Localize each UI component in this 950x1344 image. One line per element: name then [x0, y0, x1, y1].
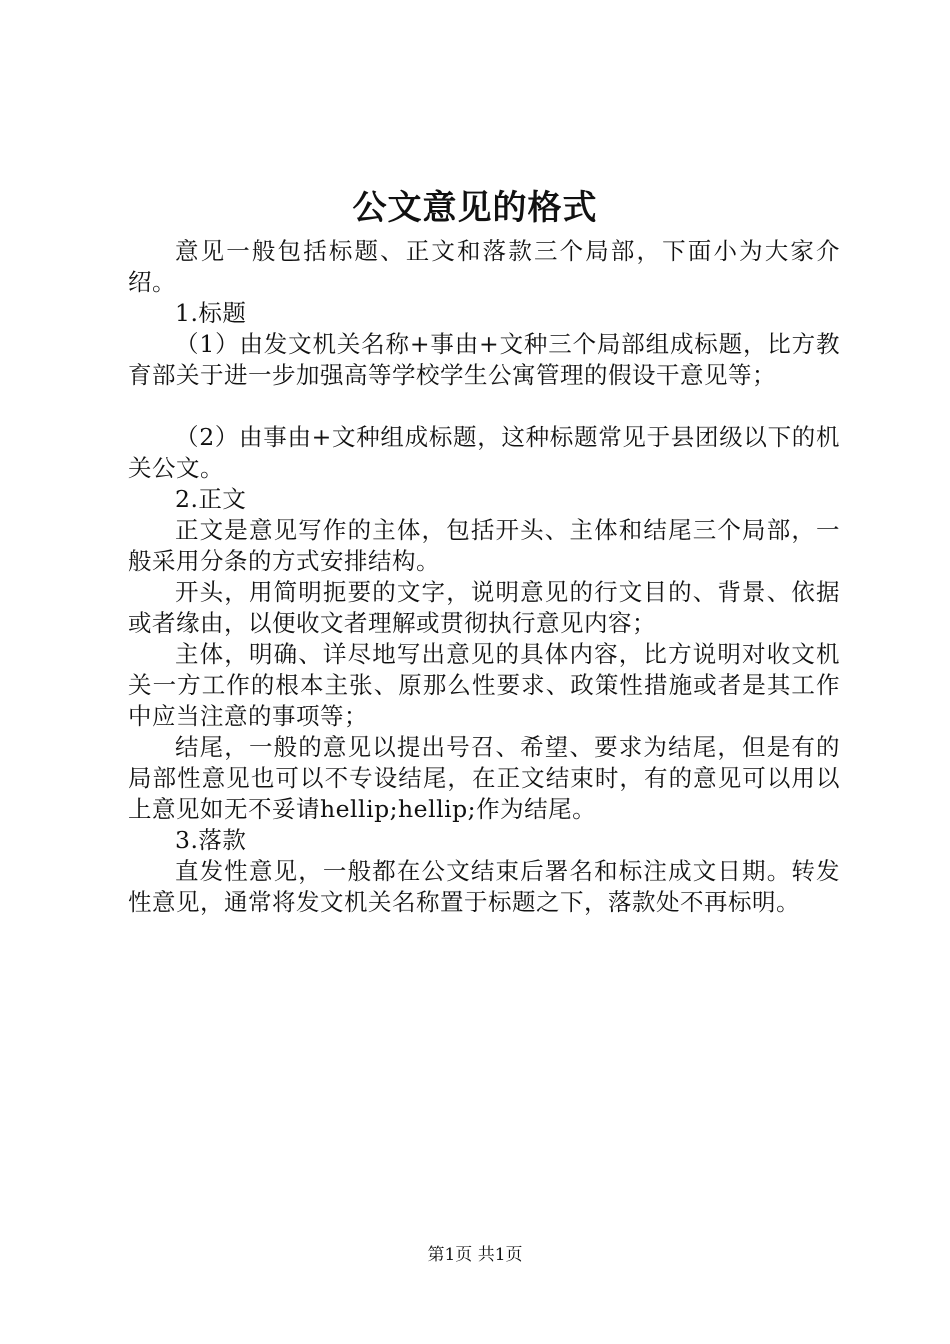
heading-body-section: 2.正文: [175, 485, 247, 513]
paragraph-body-ending: 结尾，一般的意见以提出号召、希望、要求为结尾，但是有的局部性意见也可以不专设结尾，在正文结束时，有的意见可以用以上意见如无不妥请hellip;hellip;作为结尾。: [128, 733, 840, 823]
page-footer: 第1页 共1页: [427, 1245, 523, 1265]
paragraph-body-opening: 开头，用简明扼要的文字，说明意见的行文目的、背景、依据或者缘由，以便收文者理解或贯彻执行意见内容；: [128, 578, 840, 637]
paragraph-title-format-1: （1）由发文机关名称+事由+文种三个局部组成标题，比方教育部关于进一步加强高等学校学生公寓管理的假设干意见等；: [128, 330, 840, 389]
paragraph-body-main: 主体，明确、详尽地写出意见的具体内容，比方说明对收文机关一方工作的根本主张、原那么性要求、政策性措施或者是其工作中应当注意的事项等；: [128, 640, 840, 730]
heading-signature-section: 3.落款: [175, 826, 247, 854]
heading-title-section: 1.标题: [175, 299, 247, 327]
paragraph-body-overview: 正文是意见写作的主体，包括开头、主体和结尾三个局部，一般采用分条的方式安排结构。: [128, 516, 840, 575]
paragraph-title-format-2: （2）由事由+文种组成标题，这种标题常见于县团级以下的机关公文。: [128, 423, 840, 482]
document-title: 公文意见的格式: [352, 188, 598, 228]
paragraph-intro: 意见一般包括标题、正文和落款三个局部，下面小为大家介绍。: [128, 237, 840, 296]
document-body: [128, 236, 840, 918]
paragraph-signature: 直发性意见，一般都在公文结束后署名和标注成文日期。转发性意见，通常将发文机关名称置于标题之下，落款处不再标明。: [128, 857, 840, 916]
